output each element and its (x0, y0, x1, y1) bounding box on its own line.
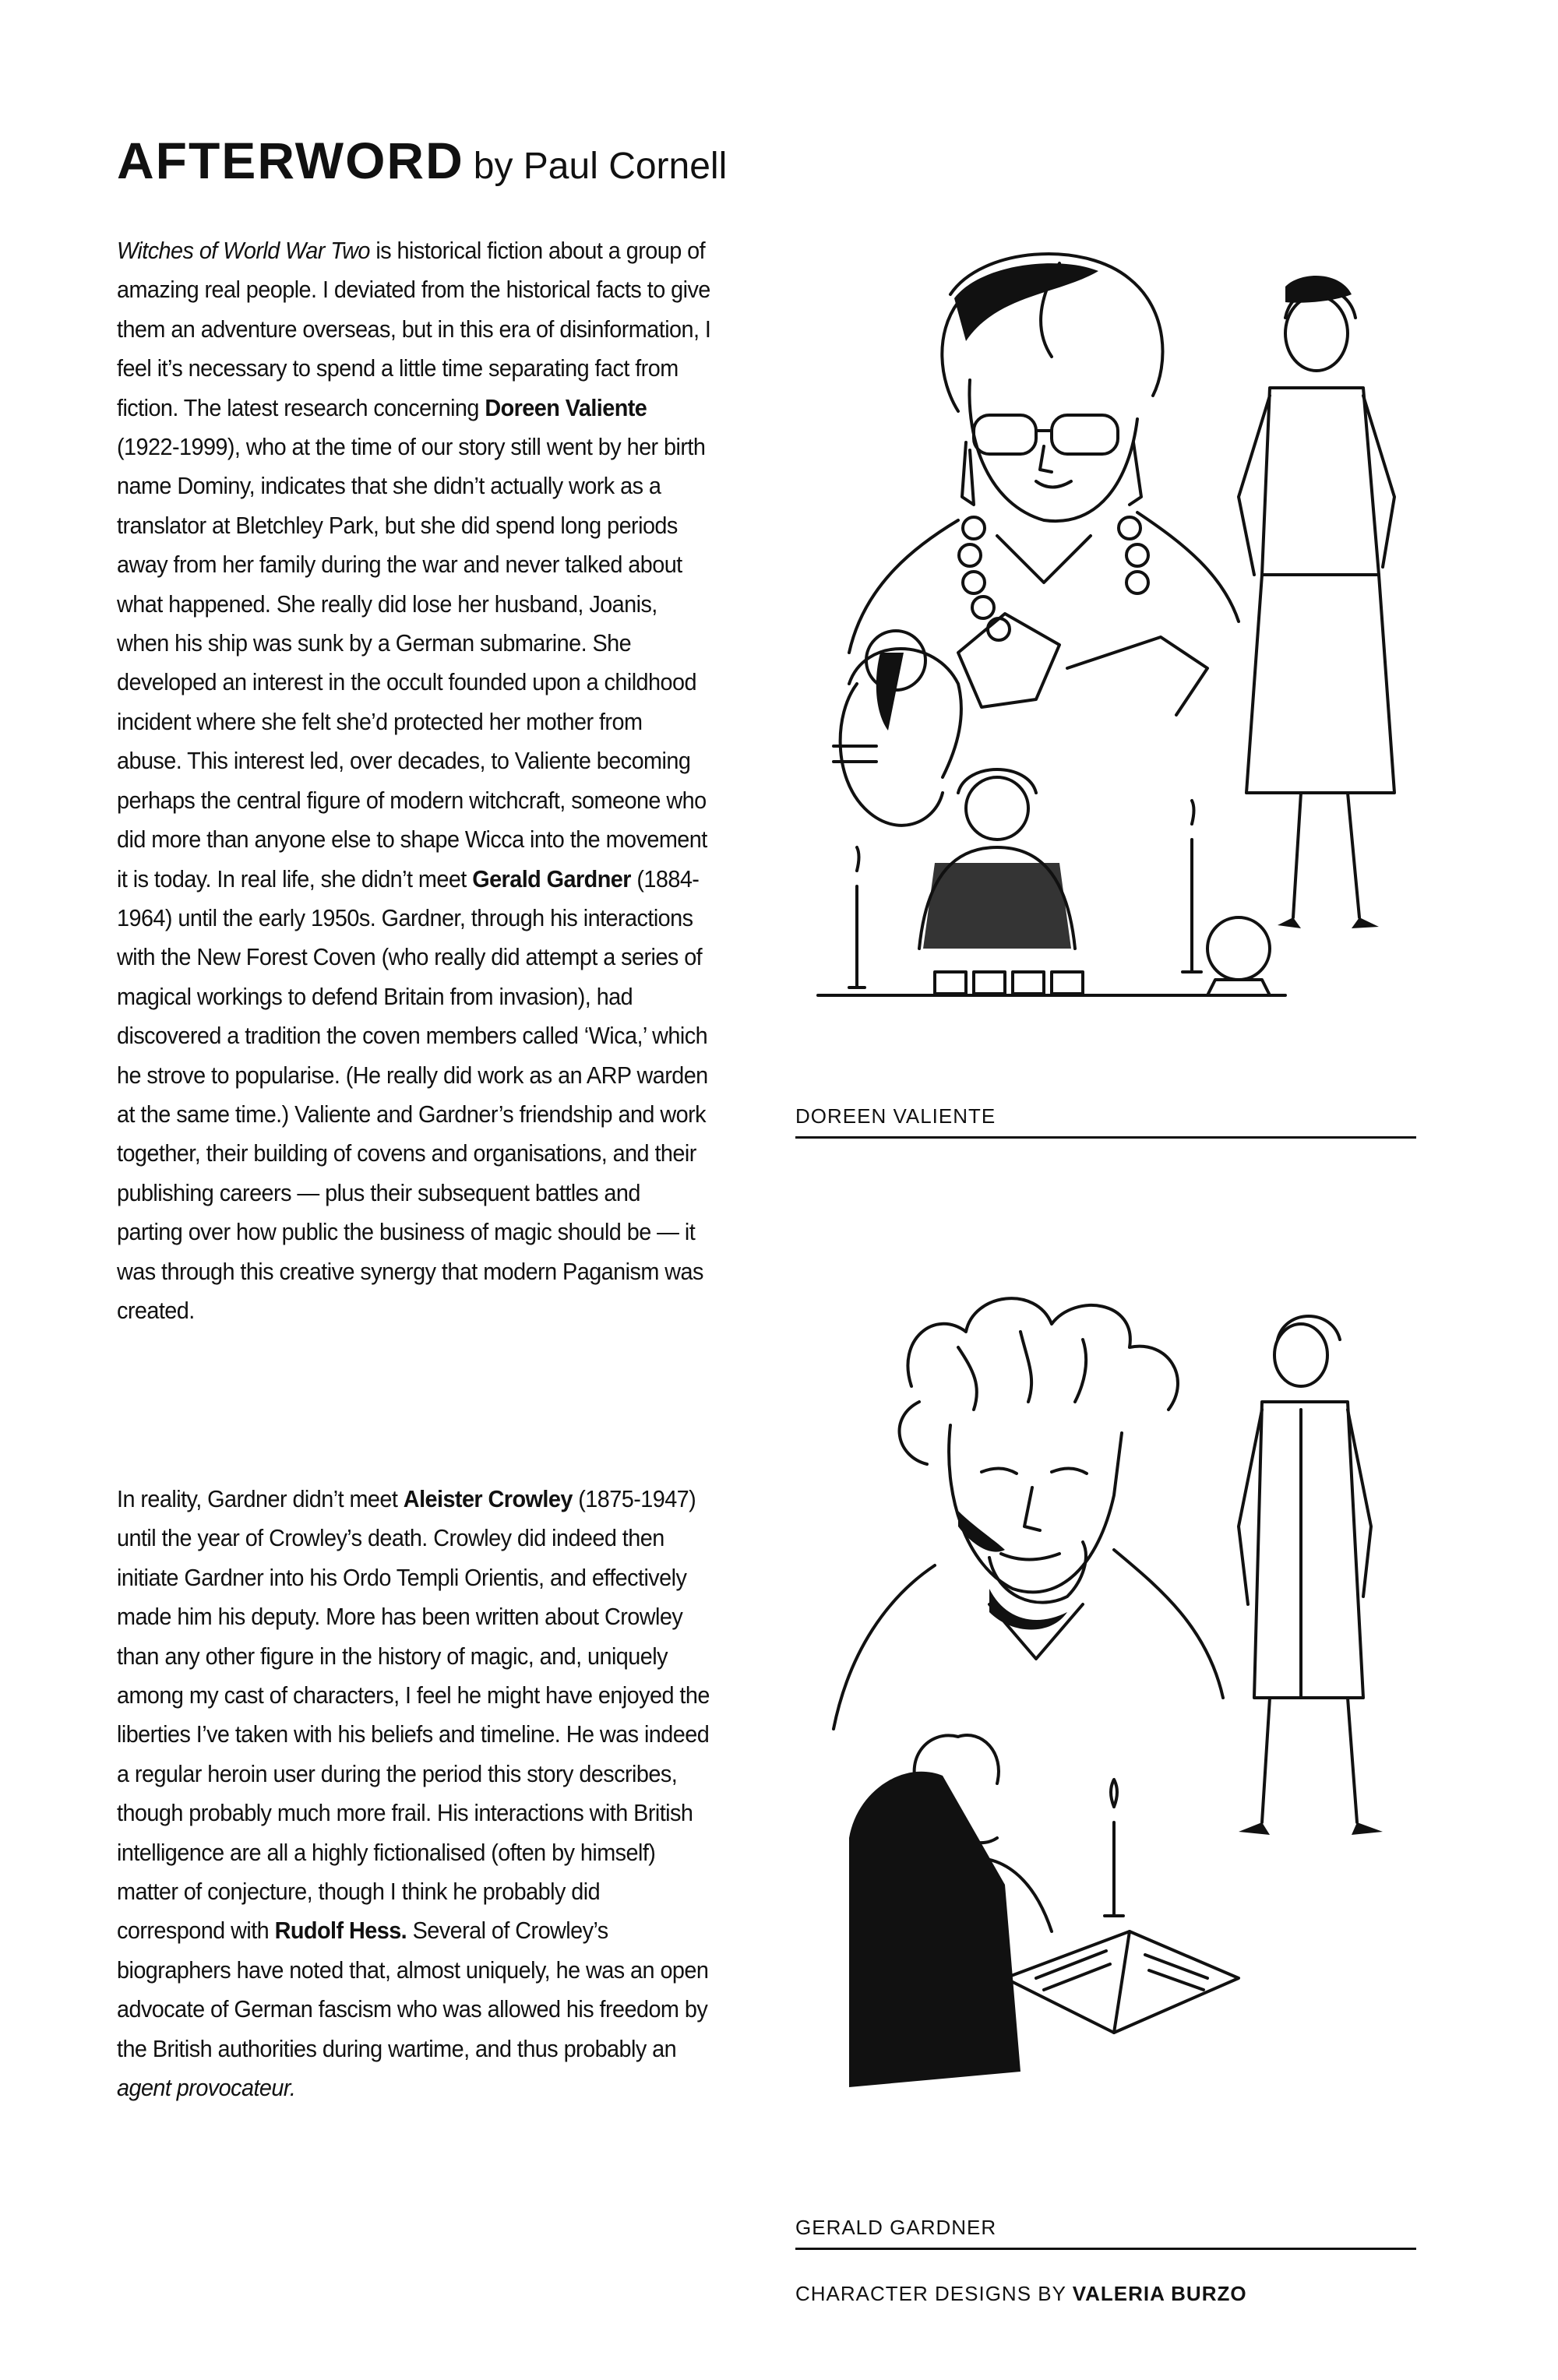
doreen-valiente-illustration (802, 248, 1488, 1065)
name-doreen-valiente: Doreen Valiente (485, 393, 647, 421)
title-afterword: AFTERWORD (117, 132, 464, 189)
text-span: (1884-1964) until the early 1950s. Gardner, through his interactions with the New Forest Coven (who really did attempt a series of magical workings to defend Britain from invasion), had discovered a tradition the coven members called ‘Wica,’ which he strove to popularise. (He really did work as an ARP warden at the same time.) Valiente and Gardner’s friendship and work together, their building of covens and organisations, and their publishing careers — plus their subsequent battles and parting over how public the business of magic should be — it was through this creative synergy that modern Paganism was created. (117, 864, 708, 1324)
text-span: (1922-1999), who at the time of our story still went by her birth name Dominy, indicates that she didn’t actually work as a translator at Bletchley Park, but she did spend long periods away from her family during the war and never talked about what happened. She really did lose her husband, Joanis, when his ship was sunk by a German submarine. She developed an interest in the occult founded upon a childhood incident where she felt she’d protected her mother from abuse. This interest led, over decades, to Valiente becoming perhaps the central figure of modern witchcraft, someone who did more than anyone else to shape Wicca into the movement it is today. In real life, she didn’t meet (117, 433, 707, 892)
page-title (117, 131, 727, 190)
paragraph-1 (117, 231, 711, 1330)
italic-phrase: agent provocateur. (117, 2074, 296, 2102)
caption-divider (795, 1136, 1416, 1139)
character-design-credit (795, 2282, 1247, 2306)
gerald-line-art (802, 1293, 1488, 2165)
text-span: is historical fiction about a group of amazing real people. I deviated from the historical facts to give them an adventure overseas, but in this era of disinformation, I feel it’s necessary to spend a little time separating fact from fiction. The latest research concerning (117, 237, 711, 421)
caption-doreen-valiente (795, 1104, 1416, 1139)
gerald-gardner-illustration (802, 1293, 1488, 2165)
text-span: In reality, Gardner didn’t meet (117, 1485, 404, 1512)
credit-artist: VALERIA BURZO (1072, 2282, 1247, 2305)
book-title-italic: Witches of World War Two (117, 237, 370, 264)
credit-prefix: CHARACTER DESIGNS BY (795, 2282, 1073, 2305)
name-rudolf-hess: Rudolf Hess. (274, 1917, 407, 1945)
doreen-line-art (802, 248, 1488, 1065)
caption-text: GERALD GARDNER (795, 2216, 997, 2239)
byline: by Paul Cornell (473, 146, 728, 187)
text-span: Several of Crowley’s biographers have noted that, almost uniquely, he was an open advocate of German fascism who was allowed his freedom by the British authorities during wartime, and thus probably an (117, 1917, 709, 2062)
caption-divider (795, 2248, 1416, 2250)
text-span: (1875-1947) until the year of Crowley’s death. Crowley did indeed then initiate Gardner into his Ordo Templi Orientis, and effectively made him his deputy. More has been written about Crowley than any other figure in the history of magic, and, uniquely among my cast of characters, I feel he might have enjoyed the liberties I’ve taken with his beliefs and timeline. He was indeed a regular heroin user during the period this story describes, though probably much more frail. His interactions with British intelligence are all a highly fictionalised (often by himself) matter of conjecture, though I think he probably did correspond with (117, 1485, 710, 1945)
name-aleister-crowley: Aleister Crowley (403, 1485, 573, 1512)
caption-gerald-gardner (795, 2216, 1416, 2250)
name-gerald-gardner: Gerald Gardner (472, 864, 631, 892)
paragraph-2 (117, 1480, 711, 2108)
caption-text: DOREEN VALIENTE (795, 1104, 996, 1128)
